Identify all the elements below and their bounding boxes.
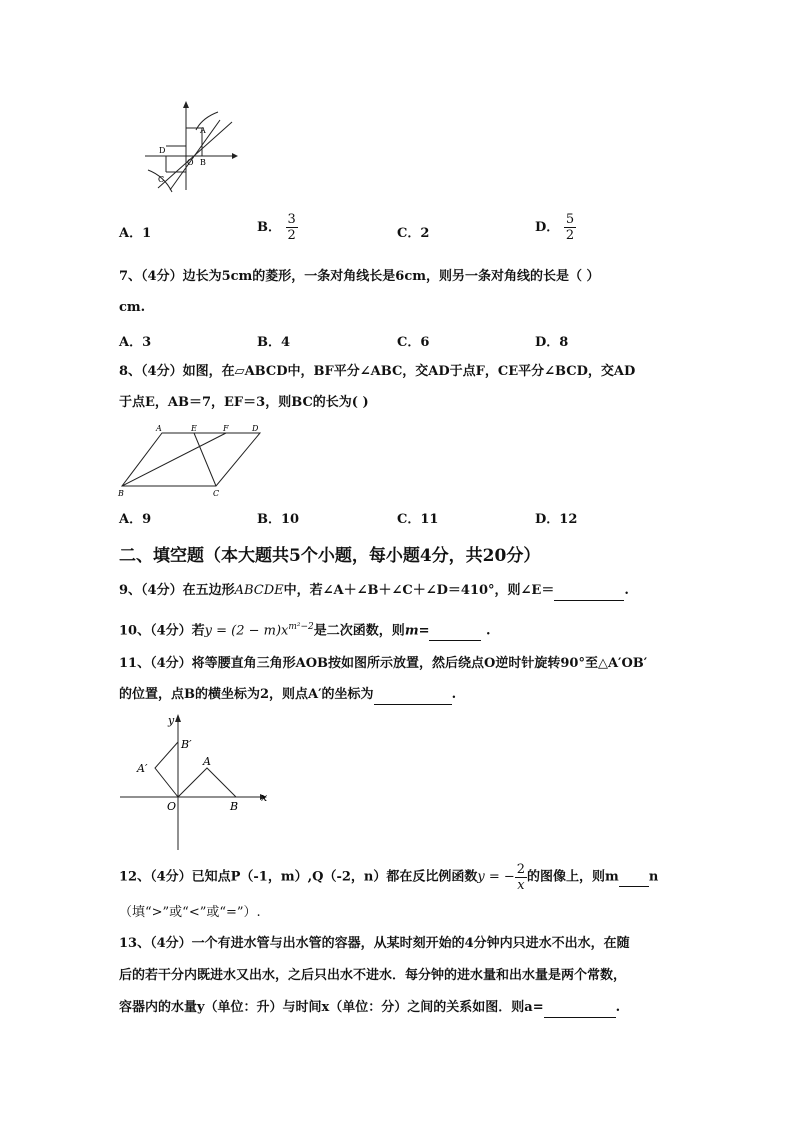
q7-option-a: A．3 bbox=[119, 335, 152, 350]
fig6-label-o: O bbox=[187, 158, 194, 167]
q6-b-denominator: 2 bbox=[287, 228, 296, 243]
fig6-label-b: B bbox=[200, 158, 206, 167]
q13-text2: 后的若干分内既进水又出水，之后只出水不进水．每分钟的进水量和出水量是两个常数， bbox=[119, 968, 627, 983]
q10-prefix: 10、（4分）若 bbox=[119, 623, 205, 639]
q8-option-a: A．9 bbox=[119, 512, 152, 527]
q9-blank bbox=[554, 582, 624, 601]
q10-mid: 是二次函数，则 bbox=[313, 623, 405, 639]
fig11-label-x: x bbox=[261, 791, 268, 804]
fig8-label-e: E bbox=[191, 424, 197, 433]
q8-option-c: C．11 bbox=[397, 512, 439, 527]
q6-option-a: A．1 bbox=[119, 226, 152, 241]
fig8-label-a: A bbox=[156, 424, 162, 433]
q10-blank bbox=[429, 622, 481, 641]
q6-d-numerator: 5 bbox=[565, 212, 575, 227]
q6-option-b bbox=[257, 212, 298, 243]
q11-text: 11、（4分）将等腰直角三角形AOB按如图所示放置，然后绕点O逆时针旋转90°至△A′OB′ bbox=[119, 656, 648, 671]
q12-blank bbox=[619, 868, 649, 887]
q12-suffix: n bbox=[648, 869, 659, 885]
q11-suffix: . bbox=[451, 687, 457, 702]
q13-suffix: . bbox=[615, 1000, 621, 1015]
q8-option-b: B．10 bbox=[257, 512, 300, 527]
q9-mid: 中，若∠A＋∠B＋∠C＋∠D＝410°，则∠E＝ bbox=[283, 583, 555, 598]
q13-text3: 容器内的水量y（单位：升）与时间x（单位：分）之间的关系如图．则a= bbox=[119, 1000, 544, 1015]
q9-line bbox=[119, 582, 629, 601]
fig11-label-b-prime: B′ bbox=[181, 738, 192, 751]
fig8-label-c: C bbox=[213, 489, 220, 498]
q12-fraction bbox=[515, 862, 527, 893]
q10-var: m bbox=[404, 623, 419, 639]
q11-figure bbox=[115, 710, 280, 855]
q12-denominator: x bbox=[517, 878, 525, 893]
q10-eq: = bbox=[418, 623, 430, 639]
q9-suffix: . bbox=[624, 583, 629, 598]
q11-line2 bbox=[119, 686, 456, 705]
fig6-label-a: A bbox=[200, 126, 206, 135]
q10-formula: y = (2 − m)x bbox=[204, 623, 289, 639]
q12-mid: 的图像上，则m bbox=[527, 869, 619, 885]
q7-option-d: D．8 bbox=[535, 335, 569, 350]
q11-blank bbox=[374, 686, 452, 705]
fig8-label-f: F bbox=[223, 424, 229, 433]
q9-pentagon-name: ABCDE bbox=[234, 583, 284, 598]
q7-text: 7、（4分）边长为5cm的菱形，一条对角线长是6cm，则另一条对角线的长是（ ） bbox=[119, 269, 600, 284]
fig11-label-y: y bbox=[168, 714, 175, 727]
fig11-label-a: A bbox=[203, 755, 211, 768]
q12-text2: （填“>”或“<”或“=”）. bbox=[119, 905, 261, 920]
q13-text: 13、（4分）一个有进水管与出水管的容器，从某时刻开始的4分钟内只进水不出水，在随 bbox=[119, 936, 630, 951]
q6-option-b-label: B． bbox=[257, 220, 281, 235]
q12-formula: y = − bbox=[477, 869, 515, 885]
q11-text2: 的位置，点B的横坐标为2，则点A′的坐标为 bbox=[119, 687, 374, 702]
q6-option-d-fraction bbox=[564, 212, 576, 243]
q6-d-denominator: 2 bbox=[565, 228, 575, 243]
q12-line bbox=[119, 862, 658, 893]
q6-option-b-fraction bbox=[286, 212, 298, 243]
q6-b-numerator: 3 bbox=[287, 212, 296, 227]
q7-text-cont: cm. bbox=[119, 300, 146, 315]
q12-prefix: 12、（4分）已知点P（-1，m）,Q（-2，n）都在反比例函数 bbox=[119, 869, 478, 885]
q8-text-cont: 于点E，AB＝7，EF＝3，则BC的长为( ) bbox=[119, 395, 369, 410]
q9-prefix: 9、（4分）在五边形 bbox=[119, 583, 235, 598]
q8-figure bbox=[112, 420, 272, 500]
q10-suffix: . bbox=[486, 623, 491, 639]
q6-option-d-label: D． bbox=[535, 220, 560, 235]
fig11-label-a-prime: A′ bbox=[137, 762, 148, 775]
fig11-label-o: O bbox=[167, 800, 177, 813]
q8-text: 8、（4分）如图，在▱ABCD中，BF平分∠ABC，交AD于点F，CE平分∠BCD，交AD bbox=[119, 364, 636, 379]
q7-option-c: C．6 bbox=[397, 335, 430, 350]
q12-numerator: 2 bbox=[516, 862, 526, 877]
q6-option-d bbox=[535, 212, 576, 243]
section-title: 二、填空题（本大题共5个小题，每小题4分，共20分） bbox=[119, 546, 541, 566]
q6-option-c: C．2 bbox=[397, 226, 430, 241]
fig8-label-b: B bbox=[118, 489, 124, 498]
q13-line3 bbox=[119, 999, 620, 1018]
q10-line bbox=[119, 618, 491, 641]
q10-exponent: m²−2 bbox=[288, 622, 314, 632]
q6-figure bbox=[140, 100, 240, 195]
fig6-label-c: C bbox=[158, 175, 165, 184]
q13-blank bbox=[544, 999, 616, 1018]
fig11-label-b: B bbox=[230, 800, 239, 813]
fig8-label-d: D bbox=[252, 424, 259, 433]
q7-option-b: B．4 bbox=[257, 335, 291, 350]
fig6-label-d: D bbox=[159, 146, 166, 155]
q8-option-d: D．12 bbox=[535, 512, 578, 527]
